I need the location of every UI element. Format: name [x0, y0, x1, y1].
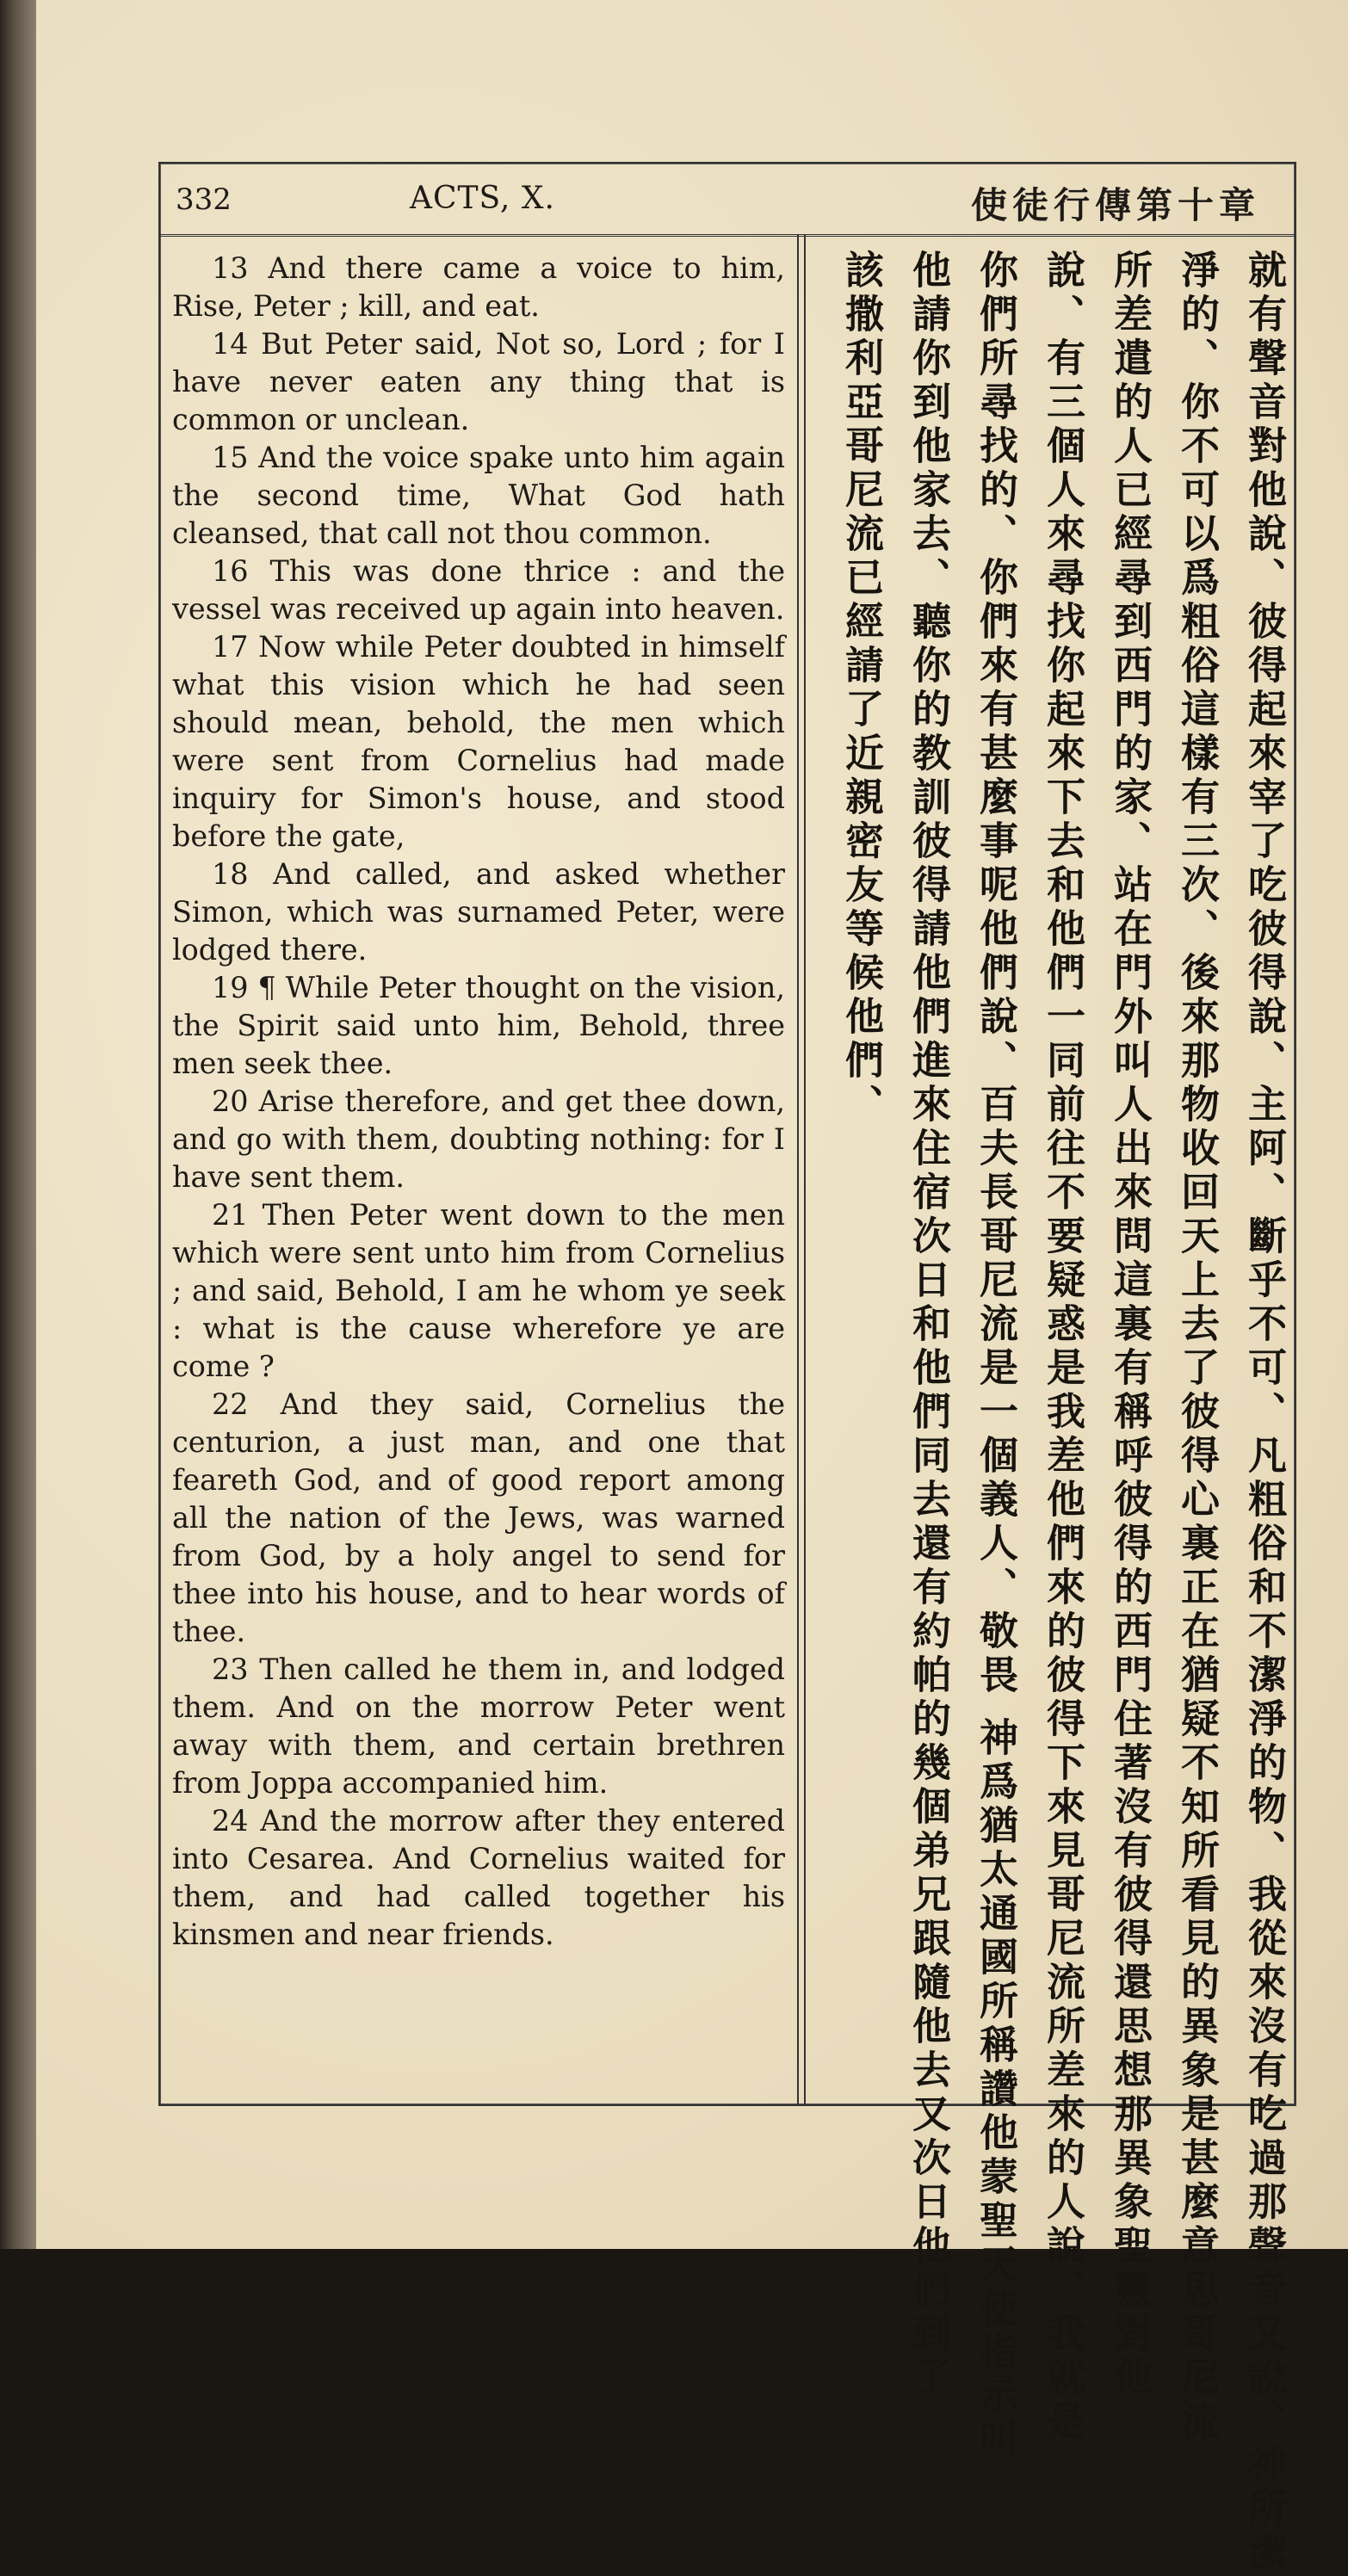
book-page: [36, 0, 1348, 2576]
english-text-column: [172, 250, 785, 2091]
running-title: ACTS, X.: [410, 181, 555, 216]
verse-17: 17 Now while Peter doubted in himself what this vision which he had seen should mean, behold, the men which were sent from Cornelius had made inquiry for Simon's house, and stood before the gate,: [172, 630, 785, 853]
verse-14: 14 But Peter said, Not so, Lord ; for I have never eaten any thing that is common or unclean.: [172, 327, 785, 436]
chinese-column-4: 說、有三個人來尋找你起來下去和他們一同前往不要疑惑是我差他們來的彼得下來見哥尼流所差來的人說、我就是: [1040, 250, 1085, 2444]
page-header: [160, 164, 1295, 237]
verse-15: 15 And the voice spake unto him again the second time, What God hath cleansed, that call not thou common.: [172, 441, 785, 550]
verse-18: 18 And called, and asked whether Simon, which was surnamed Peter, were lodged there.: [172, 857, 785, 967]
book-edge: [0, 0, 36, 2249]
chinese-column-1: 就有聲音對他說、彼得起來宰了吃彼得說、主阿、斷乎不可、凡粗俗和不潔淨的物、我從來沒有吃過那聲音又說、神所潔: [1241, 250, 1287, 2576]
verse-19: 19 ¶ While Peter thought on the vision, the Spirit said unto him, Behold, three men seek thee.: [172, 971, 785, 1080]
column-divider: [797, 234, 799, 2104]
verse-16: 16 This was done thrice : and the vessel was received up again into heaven.: [172, 554, 785, 626]
chinese-column-2: 淨的、你不可以爲粗俗這樣有三次、後來那物收回天上去了彼得心裏正在猶疑不知所看見的異象是甚麼意思哥尼流: [1174, 250, 1220, 2444]
chinese-column-7: 該撒利亞哥尼流已經請了近親密友等候他們、: [838, 250, 884, 1127]
chinese-column-3: 所差遣的人已經尋到西門的家、站在門外叫人出來問這裏有稱呼彼得的西門住著沒有彼得還思想那異象聖靈對他: [1107, 250, 1153, 2400]
column-divider-inner: [804, 234, 806, 2104]
page-number: 332: [176, 182, 232, 217]
verse-23: 23 Then called he them in, and lodged them. And on the morrow Peter went away with them, and certain brethren from Joppa accompanied him.: [172, 1652, 785, 1800]
page-frame: [158, 162, 1296, 2576]
chinese-chapter-title: 使徒行傳第十章: [970, 184, 1260, 226]
verse-21: 21 Then Peter went down to the men which were sent unto him from Cornelius ; and said, Behold, I am he whom ye seek : what is the cause wherefore ye are come ?: [172, 1198, 785, 1383]
verse-20: 20 Arise therefore, and get thee down, and go with them, doubting nothing: for I have sent them.: [172, 1084, 785, 1194]
chinese-column-5: 你們所尋找的、你們來有甚麼事呢他們說、百夫長哥尼流是一個義人、敬畏 神爲猶太通國所稱讚他蒙聖天使指示叫: [973, 250, 1018, 2463]
verse-13: 13 And there came a voice to him, Rise, Peter ; kill, and eat.: [172, 251, 785, 323]
chinese-column-6: 他請你到他家去、聽你的教訓彼得請他們進來住宿次日和他們同去還有約帕的幾個弟兄跟隨他去又次日他們到了: [906, 250, 951, 2400]
verse-24: 24 And the morrow after they entered into Cesarea. And Cornelius waited for them, and had called together his kinsmen and near friends.: [172, 1804, 785, 1951]
verse-22: 22 And they said, Cornelius the centurion, a just man, and one that feareth God, and of good report among all the nation of the Jews, was warned from God, by a holy angel to send for thee into his house, and to hear words of thee.: [172, 1387, 785, 1648]
chinese-text-column: [814, 250, 1289, 2576]
